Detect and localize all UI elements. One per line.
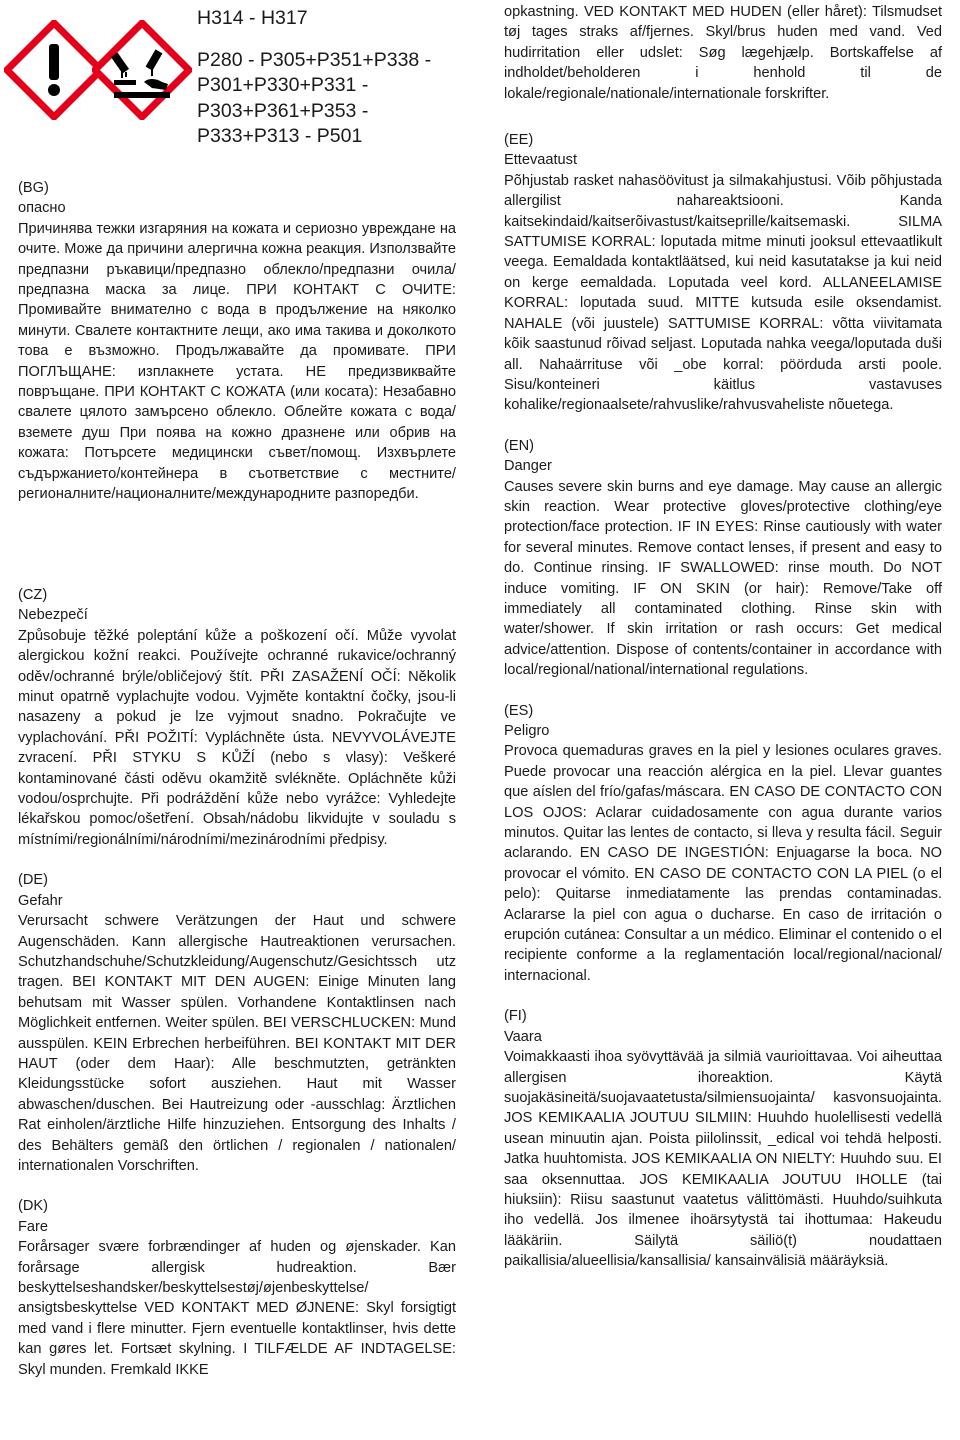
corrosion-icon: [92, 20, 192, 120]
signal-word: Fare: [18, 1218, 49, 1235]
exclamation-mark-icon: [4, 20, 104, 120]
section-ee: [504, 130, 942, 416]
label-header: [0, 0, 480, 160]
language-code: (DK): [18, 1198, 48, 1215]
language-code: (EE): [504, 132, 534, 149]
section-fi: [504, 1006, 942, 1271]
signal-word: Peligro: [504, 723, 550, 739]
section-text: Põhjustab rasket nahasöövitust ja silmakahjustusi. Võib põhjustada allergilist nahareaktsiooni. Kanda kaitsekindaid/kaitserõivastust/kaitseprille/kaitsemaski. SILMA SATTUMISE KORRAL: loputada mitme minuti jooksul ettevaatlikult veega. Eemaldada kontaktläätsed, kui neid kasutatakse ja kui neid on kerge eemaldada. Loputada veel kord. ALLANEELAMISE KORRAL: loputada suud. MITTE kutsuda esile oksendamist. NAHALE (või juustele) SATTUMISE KORRAL: võtta viivitamata kõik saastunud rõivad seljast. Loputada nahka veega/loputada duši all. Nahaärrituse või _obe korral: pöörduda arsti poole. Sisu/konteineri käitlus vastavuses kohalike/regionaalsete/rahvuslike/rahvusvaheliste nõuetega.: [504, 172, 942, 414]
signal-word: Vaara: [504, 1028, 542, 1045]
section-text: Causes severe skin burns and eye damage. May cause an allergic skin reaction. Wear protective gloves/protective clothing/eye protection/face protection. IF IN EYES: Rinse cautiously with water for several minutes. Remove contact lenses, if present and easy to do. Continue rinsing. IF SWALLOWED: rinse mouth. Do NOT induce vomiting. IF ON SKIN (or hair): Remove/Take off immediately all contaminated clothing. Rinse skin with water/shower. If skin irritation or rash occurs: Get medical advice/attention. Dispose of contents/container in accordance with local/regional/national/international regulations.: [504, 478, 942, 679]
section-cz: [18, 585, 456, 850]
signal-word: Danger: [504, 458, 552, 475]
section-dk: [18, 1196, 456, 1380]
section-text: Причинява тежки изгаряния на кожата и сериозно увреждане на очите. Може да причини алергична кожна реакция. Използвайте предпазни ръкавици/предпазно облекло/предпазни очила/предпазна маска за лице. ПРИ КОНТАКТ С ОЧИТЕ: Промивайте внимателно с вода в продължение на няколко минути. Свалете контактните лещи, ако има такива и доколкото това е възможно. Продължавайте да промивате. ПРИ ПОГЛЪЩАНЕ: изплакнете устата. НЕ предизвиквайте повръщане. ПРИ КОНТАКТ С КОЖАТА (или косата): Незабавно свалете цялото замърсено облекло. Облейте кожата с вода/вземете душ При поява на кожно дразнене или обрив на кожата: Потърсете медицински съвет/помощ. Изхвърлете съдържанието/контейнера в съответствие с местните/регионалните/националните/международните разпоредби.: [18, 220, 456, 503]
language-code: (BG): [18, 180, 49, 196]
section-dk-continued: [504, 2, 942, 104]
precaution-code-line: P301+P330+P331 -: [197, 74, 369, 96]
section-text: Voimakkaasti ihoa syövyttävää ja silmiä vaurioittavaa. Voi aiheuttaa allergisen ihoreaktion. Käytä suojakäsineitä/suojavaatetusta/silmiensuojainta/ kasvonsuojainta. JOS KEMIKAALIA JOUTUU SILMIIN: Huuhdo huolellisesti vedellä usean minuutin ajan. Poista piilolinssit, _edical voi tehdä helposti. Jatka huuhtomista. JOS KEMIKAALIA ON NIELTY: Huuhdo suu. EI saa oksennuttaa. JOS KEMIKAALIA JOUTUU IHOLLE (tai hiuksiin): Riisu saastunut vaatetus välittömästi. Huuhdo/suihkuta iho vedellä. Jos ilmenee ihoärsytystä tai ihottumaa: Hakeudu lääkäriin. Säilytä säiliö(t) noudattaen paikallisia/alueellisia/kansallisia/ kansainvälisiä määräyksiä.: [504, 1049, 942, 1270]
section-text: Provoca quemaduras graves en la piel y lesiones oculares graves. Puede provocar una reacción alérgica en la piel. Llevar guantes que aíslen del frío/gafas/máscara. EN CASO DE CONTACTO CON LOS OJOS: Aclarar cuidadosamente con agua durante varios minutos. Quitar las lentes de contacto, si lleva y resulta fácil. Seguir aclarando. EN CASO DE INGESTIÓN: Enjuagarse la boca. NO provocar el vómito. EN CASO DE CONTACTO CON LA PIEL (o el pelo): Quitarse inmediatamente las prendas contaminadas. Aclararse la piel con agua o ducharse. En caso de irritación o erupción cutánea: Consultar a un médico. Eliminar el contenido o el recipiente conforme a la reglamentación local/regional/nacional/ internacional.: [504, 743, 942, 984]
section-text: Způsobuje těžké poleptání kůže a poškození očí. Může vyvolat alergickou kožní reakci. Používejte ochranné rukavice/ochranný oděv/ochranné brýle/obličejový štít. PŘI ZASAŽENÍ OČÍ: Několik minut opatrně vyplachujte vodou. Vyjměte kontaktní čočky, jsou-li nasazeny a pokud je lze vyjmout snadno. Pokračujte ve vyplachování. PŘI POŽITÍ: Vypláchněte ústa. NEVYVOLÁVEJTE zvracení. PŘI STYKU S KŮŽÍ (nebo s vlasy): Veškeré kontaminované části oděvu okamžitě svlékněte. Opláchněte kůži vodou/osprchujte. Při podráždění kůže nebo vyrážce: Vyhledejte lékařskou pomoc/ošetření. Obsah/nádobu likvidujte v souladu s místními/regionálními/národními/mezinárodními předpisy.: [18, 627, 456, 848]
right-column: [504, 2, 942, 1292]
signal-word: Gefahr: [18, 892, 63, 909]
language-code: (ES): [504, 702, 534, 719]
language-code: (FI): [504, 1008, 527, 1025]
signal-word: опасно: [18, 200, 66, 217]
left-column: [18, 585, 456, 1400]
signal-word: Ettevaatust: [504, 152, 578, 169]
section-bg: [18, 178, 456, 505]
section-text: opkastning. VED KONTAKT MED HUDEN (eller håret): Tilsmudset tøj tages straks af/fjernes. Skyl/brus huden med vand. Ved hudirritation eller udslet: Søg lægehjælp. Bortskaffelse af indholdet/beholderen i henhold til de lokale/regionale/nationale/internationale forskrifter.: [504, 4, 942, 102]
section-en: [504, 436, 942, 681]
section-es: [504, 701, 942, 987]
precaution-code-line: P280 - P305+P351+P338 -: [197, 48, 432, 71]
precaution-code-line: P333+P313 - P501: [197, 125, 363, 147]
section-text: Verursacht schwere Verätzungen der Haut und schwere Augenschäden. Kann allergische Hautreaktionen verursachen. Schutzhandschuhe/Schutzkleidung/Augenschutz/Gesichtssch utz tragen. BEI KONTAKT MIT DEN AUGEN: Einige Minuten lang behutsam mit Wasser spülen. Vorhandene Kontaktlinsen nach Möglichkeit entfernen. Weiter spülen. BEI VERSCHLUCKEN: Mund ausspülen. KEIN Erbrechen herbeiführen. BEI KONTAKT MIT DER HAUT (oder dem Haar): Alle beschmutzten, getränkten Kleidungsstücke sofort ausziehen. Haut mit Wasser abwaschen/duschen. Bei Hautreizung oder -ausschlag: Ärztlichen Rat einholen/ärztliche Hilfe hinzuziehen. Entsorgung des Inhalts / des Behälters gemäß den örtlichen / regionalen / nationalen/ internationalen Vorschriften.: [18, 913, 456, 1174]
hazard-codes: H314 - H317: [197, 7, 308, 29]
precaution-code-line: P303+P361+P353 -: [197, 99, 369, 122]
language-code: (EN): [504, 437, 534, 454]
language-code: (DE): [18, 872, 48, 889]
signal-word: Nebezpečí: [18, 607, 88, 624]
language-code: (CZ): [18, 587, 48, 603]
section-de: [18, 870, 456, 1176]
section-text: Forårsager svære forbrændinger af huden og øjenskader. Kan forårsage allergisk hudreaktion. Bær beskyttelseshandsker/beskyttelsestøj/øjenbeskyttelse/ ansigtsbeskyttelse VED KONTAKT MED ØJNENE: Skyl forsigtigt med vand i flere minutter. Fjern eventuelle kontaktlinser, hvis dette kan gøres let. Fortsæt skylning. I TILFÆLDE AF INDTAGELSE: Skyl munden. Fremkald IKKE: [18, 1239, 456, 1378]
hazard-statement-codes: [197, 6, 467, 150]
